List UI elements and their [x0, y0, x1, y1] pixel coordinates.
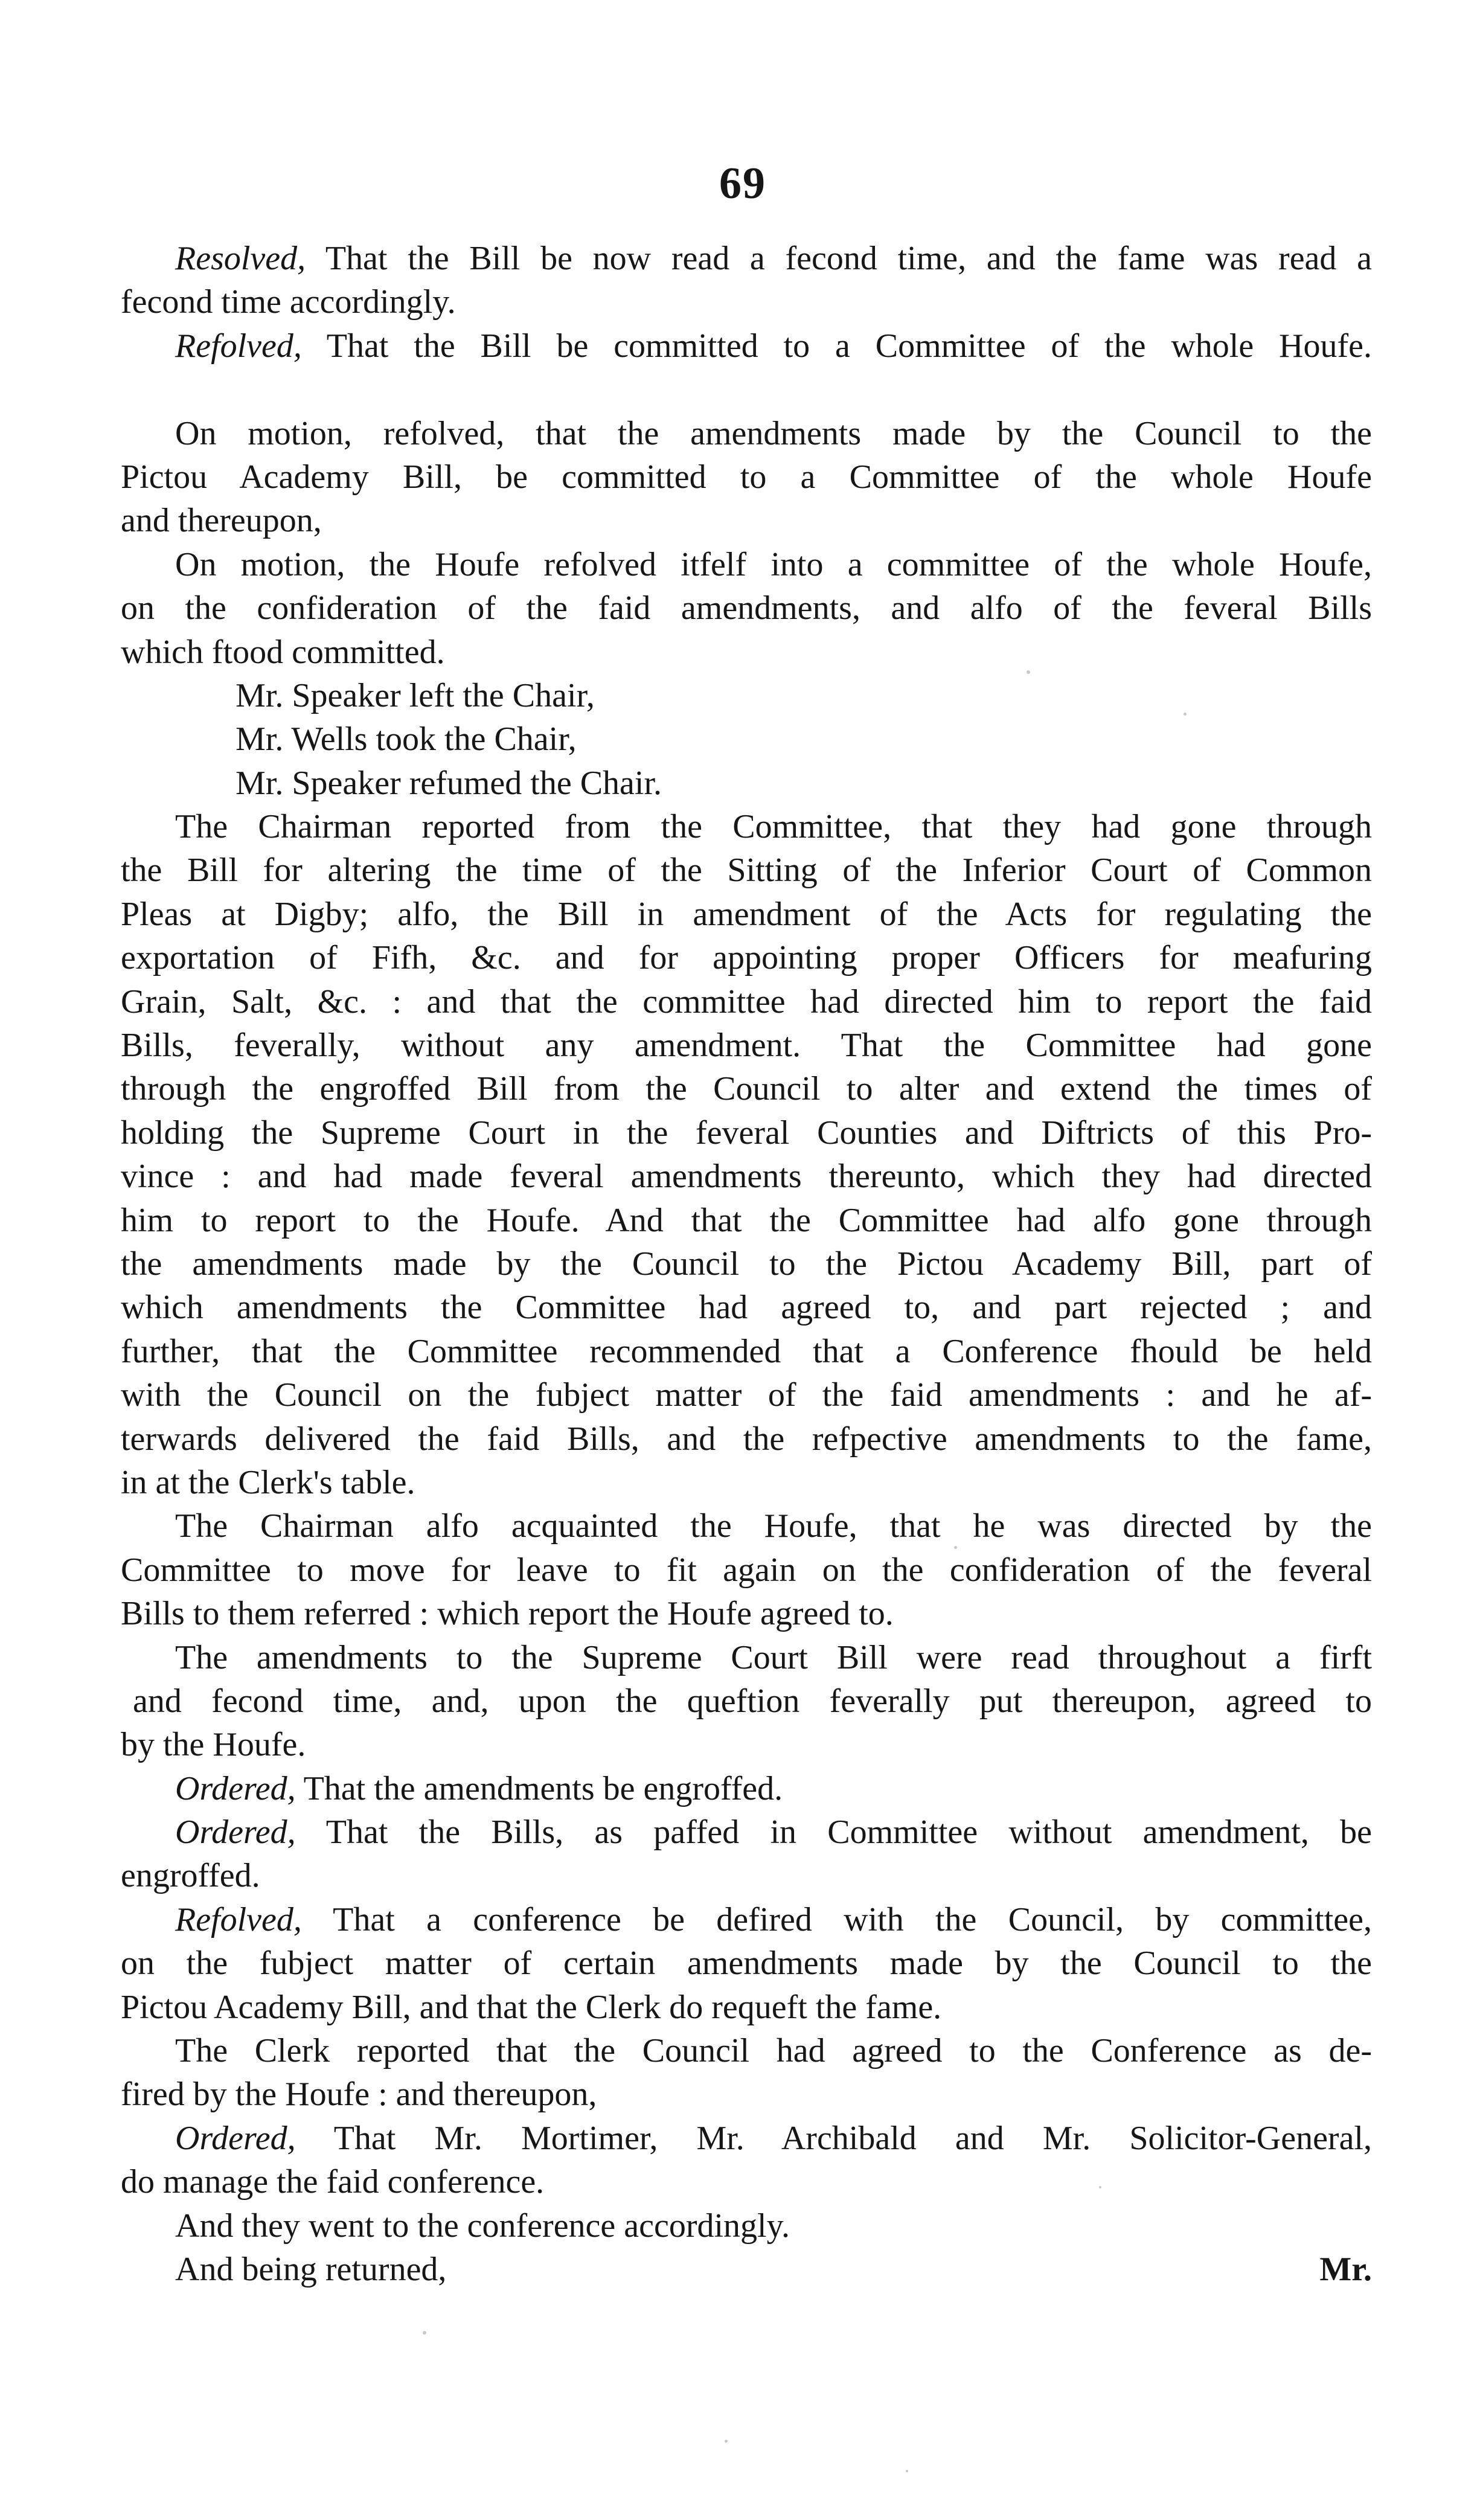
text-line: Refolved, That a conference be defired with the Council, by committee, — [175, 1900, 1372, 1938]
page-number: 69 — [719, 159, 766, 208]
text-line: Mr. Wells took the Chair, — [235, 720, 577, 758]
text-line: with the Council on the fubject matter of the faid amendments : and he af- — [121, 1376, 1372, 1414]
text-line: in at the Clerk's table. — [121, 1463, 415, 1501]
text-line: terwards delivered the faid Bills, and the refpective amendments to the fame, — [121, 1420, 1372, 1458]
text-line: On motion, the Houfe refolved itfelf into a committee of the whole Houfe, — [175, 545, 1372, 583]
text-line: Ordered, That the Bills, as paffed in Committee without amendment, be — [175, 1813, 1372, 1852]
text-line: Refolved, That the Bill be committed to a Committee of the whole Houfe. — [175, 327, 1372, 365]
paper-speck — [1027, 670, 1030, 674]
text-line: Bills, feverally, without any amendment. That the Committee had gone — [121, 1027, 1372, 1065]
text-line: Pictou Academy Bill, be committed to a Committee of the whole Houfe — [121, 458, 1372, 496]
text-line: fecond time accordingly. — [121, 283, 456, 321]
paper-speck — [954, 1546, 957, 1549]
journal-body-text — [121, 237, 1372, 2291]
text-line: Ordered, That Mr. Mortimer, Mr. Archibald and Mr. Solicitor-General, — [175, 2119, 1372, 2157]
text-line: on the fubject matter of certain amendments made by the Council to the — [121, 1945, 1372, 1983]
resolved-lead: Resolved, — [175, 240, 306, 277]
text-line: The Chairman reported from the Committee, that they had gone through — [175, 808, 1372, 846]
text-line: And they went to the conference accordingly. — [175, 2207, 790, 2245]
text-line: Grain, Salt, &c. : and that the committee had directed him to report the faid — [121, 983, 1372, 1021]
text-line: and fecond time, and, upon the queftion feverally put thereupon, agreed to — [133, 1682, 1372, 1720]
paper-speck — [1099, 2186, 1101, 2188]
text-line: engroffed. — [121, 1857, 260, 1895]
text-line: Pleas at Digby; alfo, the Bill in amendment of the Acts for regulating the — [121, 895, 1372, 933]
text-line: do manage the faid conference. — [121, 2163, 545, 2201]
text-line: Mr. Speaker left the Chair, — [235, 676, 595, 714]
text-line: The Clerk reported that the Council had agreed to the Conference as de- — [175, 2032, 1372, 2070]
text-line: Ordered, That the amendments be engroffed. — [175, 1769, 783, 1807]
ordered-lead: Ordered, — [175, 1769, 296, 1807]
text-line: on the confideration of the faid amendments, and alfo of the feveral Bills — [121, 589, 1372, 627]
paragraph-gap — [121, 368, 1372, 411]
text-line: which amendments the Committee had agreed to, and part rejected ; and — [121, 1289, 1372, 1327]
resolved-lead: Refolved, — [175, 327, 302, 365]
text-line: On motion, refolved, that the amendments made by the Council to the — [175, 414, 1372, 452]
text-line: Resolved, That the Bill be now read a fecond time, and the fame was read a — [175, 240, 1372, 277]
text-line: Committee to move for leave to fit again on the confideration of the feveral — [121, 1551, 1372, 1589]
text-line: him to report to the Houfe. And that the Committee had alfo gone through — [121, 1201, 1372, 1239]
ordered-lead: Ordered, — [175, 1813, 296, 1852]
ordered-lead: Ordered, — [175, 2119, 296, 2157]
text-line: fired by the Houfe : and thereupon, — [121, 2076, 597, 2114]
text-line: Bills to them referred : which report the Houfe agreed to. — [121, 1595, 894, 1633]
text-line: through the engroffed Bill from the Council to alter and extend the times of — [121, 1070, 1372, 1108]
paper-speck — [725, 2440, 728, 2443]
text-line: the amendments made by the Council to the Pictou Academy Bill, part of — [121, 1245, 1372, 1283]
text-line: holding the Supreme Court in the feveral Counties and Diftricts of this Pro- — [121, 1114, 1372, 1152]
text-line: The Chairman alfo acquainted the Houfe, that he was directed by the — [175, 1507, 1372, 1545]
text-line: exportation of Fifh, &c. and for appointing proper Officers for meafuring — [121, 939, 1372, 977]
text-line: the Bill for altering the time of the Sitting of the Inferior Court of Common — [121, 851, 1372, 890]
text-line: further, that the Committee recommended that a Conference fhould be held — [121, 1332, 1372, 1370]
text-line: Pictou Academy Bill, and that the Clerk do requeft the fame. — [121, 1988, 942, 2026]
text-line: The amendments to the Supreme Court Bill were read throughout a firft — [175, 1638, 1372, 1676]
paper-speck — [906, 2470, 908, 2472]
text-line: vince : and had made feveral amendments thereunto, which they had directed — [121, 1158, 1372, 1196]
paper-speck — [1184, 713, 1187, 716]
text-line: by the Houfe. — [121, 1726, 306, 1764]
text-line: And being returned, Mr. — [121, 2248, 1372, 2291]
text-line: which ftood committed. — [121, 633, 445, 671]
resolved-lead: Refolved, — [175, 1900, 302, 1938]
catchword: Mr. — [1319, 2250, 1372, 2288]
text-line: and thereupon, — [121, 502, 322, 540]
paper-speck — [423, 2331, 426, 2335]
text-line: Mr. Speaker refumed the Chair. — [235, 764, 662, 802]
